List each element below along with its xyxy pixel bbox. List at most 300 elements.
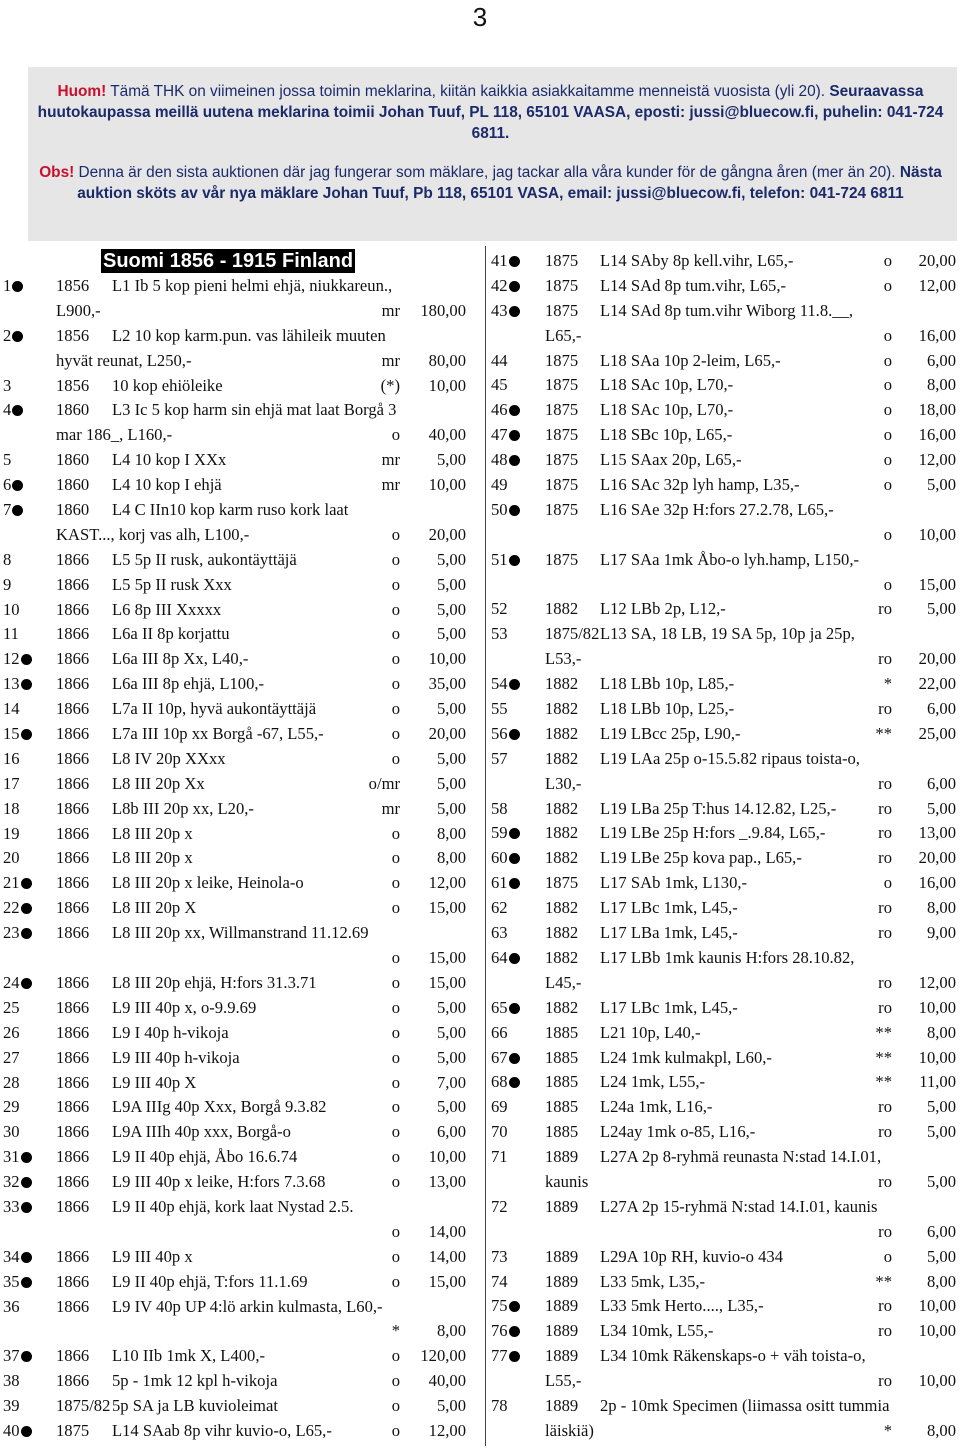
lot-year: 1882 bbox=[545, 947, 579, 967]
lot-price: 5,00 bbox=[436, 699, 466, 719]
lot-main-line bbox=[491, 373, 956, 398]
lot-condition: o bbox=[391, 972, 400, 992]
lot-number: 54 bbox=[491, 672, 520, 697]
lot-year: 1875 bbox=[545, 350, 579, 370]
lot-year: 1866 bbox=[56, 1022, 90, 1042]
lot-entry bbox=[3, 398, 466, 448]
lot-main-line bbox=[3, 921, 466, 946]
lot-condition: o bbox=[391, 574, 400, 594]
lot-description: L5 5p II rusk Xxx bbox=[112, 574, 232, 594]
lot-entry bbox=[491, 448, 956, 473]
lot-entry bbox=[3, 647, 466, 672]
lot-price: 10,00 bbox=[428, 1147, 466, 1167]
lot-price: 12,00 bbox=[428, 1420, 466, 1440]
lot-condition: ** bbox=[875, 1022, 892, 1042]
lot-year: 1866 bbox=[56, 997, 90, 1017]
lot-entry bbox=[491, 548, 956, 598]
lot-description: L8 III 20p X bbox=[112, 898, 197, 918]
lot-description: L24a 1mk, L16,- bbox=[600, 1097, 713, 1117]
lot-number: 51 bbox=[491, 548, 520, 573]
lot-description: L6 8p III Xxxxx bbox=[112, 599, 222, 619]
lot-year: 1866 bbox=[56, 798, 90, 818]
lot-continuation: mar 186_, L160,- o 40,00 bbox=[3, 423, 466, 448]
lot-main-line bbox=[3, 1369, 466, 1394]
lot-condition: o bbox=[883, 1246, 892, 1266]
lot-number: 5 bbox=[3, 450, 12, 470]
lot-price: 8,00 bbox=[926, 1271, 956, 1291]
lot-year: 1866 bbox=[56, 1296, 90, 1316]
lot-main-line bbox=[3, 672, 466, 697]
lot-main-line bbox=[491, 597, 956, 622]
column-divider bbox=[485, 246, 486, 1446]
lot-description: L10 IIb 1mk X, L400,- bbox=[112, 1346, 266, 1366]
lot-main-line bbox=[3, 971, 466, 996]
lot-condition: o bbox=[883, 574, 892, 594]
filled-dot-icon bbox=[21, 1277, 32, 1288]
lot-list-left bbox=[3, 274, 466, 1444]
lot-entry bbox=[3, 1394, 466, 1419]
filled-dot-icon bbox=[21, 1252, 32, 1263]
lot-description: L18 SBc 10p, L65,- bbox=[600, 425, 733, 445]
lot-price: 10,00 bbox=[918, 1296, 956, 1316]
lot-number: 38 bbox=[3, 1371, 20, 1391]
lot-entry bbox=[3, 772, 466, 797]
lot-number: 9 bbox=[3, 574, 12, 594]
lot-description: L34 10mk, L55,- bbox=[600, 1321, 714, 1341]
filled-dot-icon bbox=[509, 505, 520, 516]
lot-main-line bbox=[491, 896, 956, 921]
lot-description: 5p - 1mk 12 kpl h-vikoja bbox=[112, 1371, 278, 1391]
lot-condition: o bbox=[391, 848, 400, 868]
lot-price: 5,00 bbox=[436, 748, 466, 768]
lot-condition: o bbox=[883, 275, 892, 295]
lot-number: 39 bbox=[3, 1396, 20, 1416]
lot-price: 5,00 bbox=[436, 549, 466, 569]
lot-year: 1889 bbox=[545, 1271, 579, 1291]
lot-number: 22 bbox=[3, 896, 32, 921]
lot-continuation bbox=[3, 946, 466, 971]
lot-main-line bbox=[3, 747, 466, 772]
lot-entry bbox=[3, 1295, 466, 1345]
lot-condition: o bbox=[391, 1172, 400, 1192]
lot-main-line bbox=[3, 996, 466, 1021]
lot-price: 16,00 bbox=[918, 873, 956, 893]
lot-number: 68 bbox=[491, 1070, 520, 1095]
notice-sv-text: Denna är den sista auktionen där jag fungerar som mäklare, jag tackar alla våra kunder för de gångna åren (mer än 20). bbox=[78, 164, 896, 181]
lot-continuation: L900,- mr 180,00 bbox=[3, 299, 466, 324]
lot-main-line bbox=[491, 1294, 956, 1319]
lot-year: 1889 bbox=[545, 1321, 579, 1341]
lot-year: 1866 bbox=[56, 1196, 90, 1216]
lot-description: L9A IIIg 40p Xxx, Borgå 9.3.82 bbox=[112, 1097, 327, 1117]
lot-main-line bbox=[3, 374, 466, 399]
filled-dot-icon bbox=[509, 729, 520, 740]
lot-number: 6 bbox=[3, 473, 23, 498]
lot-main-line bbox=[491, 672, 956, 697]
lot-entry bbox=[491, 1294, 956, 1319]
lot-entry bbox=[491, 697, 956, 722]
lot-main-line bbox=[3, 1095, 466, 1120]
lot-condition: ** bbox=[875, 1072, 892, 1092]
lot-continuation bbox=[491, 1220, 956, 1245]
lot-description: L19 LBcc 25p, L90,- bbox=[600, 723, 741, 743]
lot-condition: ro bbox=[878, 1171, 892, 1191]
lot-year: 1866 bbox=[56, 873, 90, 893]
lot-year: 1875 bbox=[545, 300, 579, 320]
lot-description: L8 III 20p ehjä, H:fors 31.3.71 bbox=[112, 972, 317, 992]
lot-year: 1889 bbox=[545, 1196, 579, 1216]
lot-year: 1856 bbox=[56, 325, 90, 345]
lot-condition: o/mr bbox=[368, 773, 400, 793]
lot-entry bbox=[3, 324, 466, 374]
lot-year: 1875 bbox=[545, 425, 579, 445]
lot-description: L18 SAc 10p, L70,- bbox=[600, 400, 734, 420]
lot-entry bbox=[491, 996, 956, 1021]
filled-dot-icon bbox=[509, 953, 520, 964]
lot-main-line bbox=[491, 797, 956, 822]
lot-year: 1885 bbox=[545, 1122, 579, 1142]
filled-dot-icon bbox=[21, 654, 32, 665]
lot-number: 73 bbox=[491, 1246, 508, 1266]
lot-year: 1875 bbox=[545, 499, 579, 519]
lot-price: 12,00 bbox=[918, 275, 956, 295]
lot-year: 1866 bbox=[56, 624, 90, 644]
lot-price: 120,00 bbox=[420, 1346, 466, 1366]
lot-entry bbox=[491, 597, 956, 622]
lot-entry bbox=[3, 921, 466, 971]
lot-entry bbox=[491, 821, 956, 846]
lot-description: L16 SAc 32p lyh hamp, L35,- bbox=[600, 475, 800, 495]
lot-entry bbox=[491, 1245, 956, 1270]
filled-dot-icon bbox=[509, 679, 520, 690]
lot-year: 1866 bbox=[56, 898, 90, 918]
lot-main-line bbox=[491, 1319, 956, 1344]
lot-main-line bbox=[491, 423, 956, 448]
lot-year: 1889 bbox=[545, 1346, 579, 1366]
lot-entry bbox=[3, 896, 466, 921]
lot-price: 8,00 bbox=[926, 898, 956, 918]
lot-description: L9 III 40p X bbox=[112, 1072, 197, 1092]
lot-description: L19 LBe 25p kova pap., L65,- bbox=[600, 848, 802, 868]
lot-year: 1882 bbox=[545, 599, 579, 619]
lot-entry bbox=[3, 797, 466, 822]
lot-price: 14,00 bbox=[428, 1246, 466, 1266]
lot-number: 55 bbox=[491, 699, 508, 719]
lot-description: L8 III 20p x bbox=[112, 848, 193, 868]
lot-year: 1856 bbox=[56, 276, 90, 295]
lot-year: 1882 bbox=[545, 923, 579, 943]
lot-condition: o bbox=[391, 624, 400, 644]
notice-fi-text: Tämä THK on viimeinen jossa toimin meklarina, kiitän kaikkia asiakkaitamme menneistä vuosista (yli 20). bbox=[110, 83, 826, 100]
lot-main-line bbox=[491, 448, 956, 473]
lot-description: L9 I 40p h-vikoja bbox=[112, 1022, 229, 1042]
lot-number: 65 bbox=[491, 996, 520, 1021]
lot-condition: o bbox=[391, 1072, 400, 1092]
lot-condition: ro bbox=[878, 699, 892, 719]
lot-condition: o bbox=[391, 1246, 400, 1266]
lot-entry bbox=[3, 871, 466, 896]
lot-condition: mr bbox=[381, 798, 400, 818]
lot-description: L14 SAby 8p kell.vihr, L65,- bbox=[600, 251, 794, 270]
lot-price: 5,00 bbox=[436, 624, 466, 644]
lot-entry bbox=[3, 622, 466, 647]
lot-price: 10,00 bbox=[428, 649, 466, 669]
lot-description: L27A 2p 15-ryhmä N:stad 14.I.01, kaunis bbox=[600, 1196, 878, 1216]
lot-price: 5,00 bbox=[926, 1171, 956, 1191]
lot-main-line bbox=[491, 846, 956, 871]
lot-number: 71 bbox=[491, 1147, 508, 1167]
lot-year: 1866 bbox=[56, 1271, 90, 1291]
filled-dot-icon bbox=[21, 1202, 32, 1213]
lot-entry bbox=[3, 274, 466, 324]
lot-description: L5 5p II rusk, aukontäyttäjä bbox=[112, 549, 297, 569]
lot-number: 52 bbox=[491, 599, 508, 619]
lot-entry bbox=[491, 797, 956, 822]
lot-condition: ro bbox=[878, 848, 892, 868]
lot-year: 1866 bbox=[56, 748, 90, 768]
lot-year: 1860 bbox=[56, 450, 90, 470]
lot-year: 1882 bbox=[545, 674, 579, 694]
lot-price: 22,00 bbox=[918, 674, 956, 694]
lot-description: 10 kop ehiöleike bbox=[112, 375, 223, 395]
lot-year: 1860 bbox=[56, 500, 90, 520]
lot-condition: o bbox=[883, 475, 892, 495]
lot-year: 1889 bbox=[545, 1296, 579, 1316]
lot-main-line bbox=[491, 1344, 956, 1369]
lot-main-line bbox=[491, 1120, 956, 1145]
lot-description: L17 LBa 1mk, L45,- bbox=[600, 923, 738, 943]
lot-price: 12,00 bbox=[918, 450, 956, 470]
lot-description: L21 10p, L40,- bbox=[600, 1022, 701, 1042]
lot-price: 10,00 bbox=[918, 1321, 956, 1341]
filled-dot-icon bbox=[509, 430, 520, 441]
lot-year: 1889 bbox=[545, 1246, 579, 1266]
lot-year: 1882 bbox=[545, 898, 579, 918]
lot-condition: o bbox=[391, 1420, 400, 1440]
lot-year: 1866 bbox=[56, 1047, 90, 1067]
lot-description: L9 III 40p x, o-9.9.69 bbox=[112, 997, 257, 1017]
lot-number: 57 bbox=[491, 748, 508, 768]
lot-main-line bbox=[491, 274, 956, 299]
lot-main-line bbox=[491, 871, 956, 896]
lot-condition: o bbox=[391, 549, 400, 569]
lot-number: 20 bbox=[3, 848, 20, 868]
lot-condition: * bbox=[391, 1321, 400, 1341]
lot-description: L9 II 40p ehjä, T:fors 11.1.69 bbox=[112, 1271, 308, 1291]
lot-entry bbox=[3, 1245, 466, 1270]
lot-description: L14 SAd 8p tum.vihr, L65,- bbox=[600, 275, 787, 295]
lot-continuation bbox=[3, 1319, 466, 1344]
filled-dot-icon bbox=[509, 455, 520, 466]
lot-main-line bbox=[491, 622, 956, 647]
lot-price: 6,00 bbox=[926, 1221, 956, 1241]
lot-main-line bbox=[3, 1170, 466, 1195]
lot-year: 1866 bbox=[56, 1147, 90, 1167]
lot-continuation: läiskiä) * 8,00 bbox=[491, 1419, 956, 1444]
lot-price: 14,00 bbox=[428, 1221, 466, 1241]
filled-dot-icon bbox=[509, 1077, 520, 1088]
lot-entry bbox=[491, 1319, 956, 1344]
lot-list-right bbox=[491, 249, 956, 1444]
lot-price: 10,00 bbox=[918, 1047, 956, 1067]
lot-price: 5,00 bbox=[436, 1396, 466, 1416]
lot-condition: o bbox=[391, 1271, 400, 1291]
lot-price: 35,00 bbox=[428, 674, 466, 694]
lot-number: 3 bbox=[3, 375, 12, 395]
lot-price: 20,00 bbox=[918, 649, 956, 669]
lot-entry bbox=[491, 299, 956, 349]
lot-continuation: L65,- o 16,00 bbox=[491, 324, 956, 349]
lot-description: L19 LBa 25p T:hus 14.12.82, L25,- bbox=[600, 798, 837, 818]
lot-year: 1875/82 bbox=[56, 1396, 111, 1416]
filled-dot-icon bbox=[21, 1426, 32, 1437]
lot-condition: o bbox=[391, 674, 400, 694]
lot-price: 10,00 bbox=[428, 475, 466, 495]
lot-main-line bbox=[3, 473, 466, 498]
lot-entry bbox=[3, 697, 466, 722]
lot-number: 37 bbox=[3, 1344, 32, 1369]
lot-description: 2p - 10mk Specimen (liimassa ositt tummia bbox=[600, 1395, 890, 1415]
lot-continuation: L30,- ro 6,00 bbox=[491, 772, 956, 797]
lot-main-line bbox=[491, 1195, 956, 1220]
notice-finnish bbox=[36, 81, 945, 144]
lot-condition: o bbox=[883, 400, 892, 420]
lot-description: L9 IV 40p UP 4:lö arkin kulmasta, L60,- bbox=[112, 1296, 383, 1316]
lot-description: L14 SAab 8p vihr kuvio-o, L65,- bbox=[112, 1420, 332, 1440]
lot-price: 10,00 bbox=[918, 1371, 956, 1391]
lot-year: 1875 bbox=[545, 375, 579, 395]
lot-number: 59 bbox=[491, 821, 520, 846]
lot-price: 10,00 bbox=[428, 375, 466, 395]
lot-description: L15 SAax 20p, L65,- bbox=[600, 450, 742, 470]
lot-condition: mr bbox=[381, 300, 400, 320]
lot-number: 44 bbox=[491, 350, 508, 370]
lot-price: 6,00 bbox=[436, 1122, 466, 1142]
lot-main-line bbox=[491, 1394, 956, 1419]
lot-entry bbox=[3, 1071, 466, 1096]
lot-description: L17 LBb 1mk kaunis H:fors 28.10.82, bbox=[600, 947, 855, 967]
lot-condition: o bbox=[391, 649, 400, 669]
lot-year: 1866 bbox=[56, 1097, 90, 1117]
lot-number: 47 bbox=[491, 423, 520, 448]
lot-number: 29 bbox=[3, 1097, 20, 1117]
lot-year: 1875 bbox=[56, 1420, 90, 1440]
lot-condition: mr bbox=[381, 475, 400, 495]
lot-year: 1882 bbox=[545, 748, 579, 768]
lot-year: 1856 bbox=[56, 375, 90, 395]
lot-entry bbox=[3, 573, 466, 598]
lot-entry bbox=[3, 1095, 466, 1120]
lot-condition: ro bbox=[878, 1221, 892, 1241]
lot-description: L17 LBc 1mk, L45,- bbox=[600, 898, 738, 918]
lot-main-line bbox=[3, 622, 466, 647]
lot-number: 36 bbox=[3, 1296, 20, 1316]
lot-main-line bbox=[3, 1295, 466, 1320]
filled-dot-icon bbox=[21, 878, 32, 889]
lot-entry bbox=[3, 548, 466, 573]
lot-price: 5,00 bbox=[436, 1022, 466, 1042]
lot-price: 8,00 bbox=[926, 1420, 956, 1440]
lot-price: 40,00 bbox=[428, 1371, 466, 1391]
lot-main-line bbox=[491, 1070, 956, 1095]
lot-main-line bbox=[3, 1419, 466, 1444]
lot-entry bbox=[491, 896, 956, 921]
lot-condition: o bbox=[883, 524, 892, 544]
lot-condition: o bbox=[391, 599, 400, 619]
lot-number: 19 bbox=[3, 823, 20, 843]
lot-number: 27 bbox=[3, 1047, 20, 1067]
lot-condition: o bbox=[391, 724, 400, 744]
lot-condition: o bbox=[391, 873, 400, 893]
lot-price: 5,00 bbox=[926, 798, 956, 818]
lot-number: 43 bbox=[491, 299, 520, 324]
lot-main-line bbox=[491, 1145, 956, 1170]
lot-entry bbox=[3, 672, 466, 697]
lot-condition: o bbox=[391, 699, 400, 719]
lot-main-line bbox=[3, 573, 466, 598]
lot-main-line bbox=[491, 498, 956, 523]
lot-main-line bbox=[3, 274, 466, 299]
lot-number: 62 bbox=[491, 898, 508, 918]
lot-main-line bbox=[3, 1021, 466, 1046]
lot-year: 1885 bbox=[545, 1072, 579, 1092]
lot-entry bbox=[3, 1270, 466, 1295]
lot-number: 33 bbox=[3, 1195, 32, 1220]
lot-entry bbox=[3, 1195, 466, 1245]
lot-condition: ro bbox=[878, 1321, 892, 1341]
lot-number: 77 bbox=[491, 1344, 520, 1369]
lot-year: 1866 bbox=[56, 972, 90, 992]
lot-description: L33 5mk, L35,- bbox=[600, 1271, 706, 1291]
lot-description: L17 LBc 1mk, L45,- bbox=[600, 997, 738, 1017]
lot-description: L34 10mk Räkenskaps-o + väh toista-o, bbox=[600, 1346, 866, 1366]
lot-main-line bbox=[3, 1245, 466, 1270]
lot-condition: o bbox=[391, 823, 400, 843]
lot-price: 5,00 bbox=[436, 773, 466, 793]
lot-description: L6a III 8p Xx, L40,- bbox=[112, 649, 249, 669]
lot-year: 1882 bbox=[545, 997, 579, 1017]
lot-entry bbox=[491, 349, 956, 374]
lot-price: 5,00 bbox=[436, 1047, 466, 1067]
lot-condition: o bbox=[883, 350, 892, 370]
lot-entry bbox=[491, 871, 956, 896]
lot-condition: ro bbox=[878, 923, 892, 943]
notice-box bbox=[28, 67, 957, 241]
lot-year: 1860 bbox=[56, 475, 90, 495]
filled-dot-icon bbox=[12, 331, 23, 342]
lot-entry bbox=[3, 1419, 466, 1444]
lot-main-line bbox=[3, 324, 466, 349]
lot-price: 8,00 bbox=[926, 1022, 956, 1042]
filled-dot-icon bbox=[509, 878, 520, 889]
lot-entry bbox=[491, 747, 956, 797]
lot-price: 9,00 bbox=[926, 923, 956, 943]
lot-description: L4 C IIn10 kop karm ruso kork laat bbox=[112, 500, 349, 520]
lot-description: L3 Ic 5 kop harm sin ehjä mat laat Borgå 3 bbox=[112, 400, 397, 420]
lot-entry bbox=[491, 921, 956, 946]
lot-price: 10,00 bbox=[918, 524, 956, 544]
lot-main-line bbox=[491, 548, 956, 573]
lot-number: 28 bbox=[3, 1072, 20, 1092]
lot-condition: o bbox=[391, 1047, 400, 1067]
lot-year: 1866 bbox=[56, 848, 90, 868]
lot-price: 8,00 bbox=[436, 848, 466, 868]
filled-dot-icon bbox=[21, 928, 32, 939]
lot-description: L16 SAe 32p H:fors 27.2.78, L65,- bbox=[600, 499, 834, 519]
lot-condition: o bbox=[391, 948, 400, 968]
lot-entry bbox=[3, 971, 466, 996]
lot-year: 1866 bbox=[56, 699, 90, 719]
